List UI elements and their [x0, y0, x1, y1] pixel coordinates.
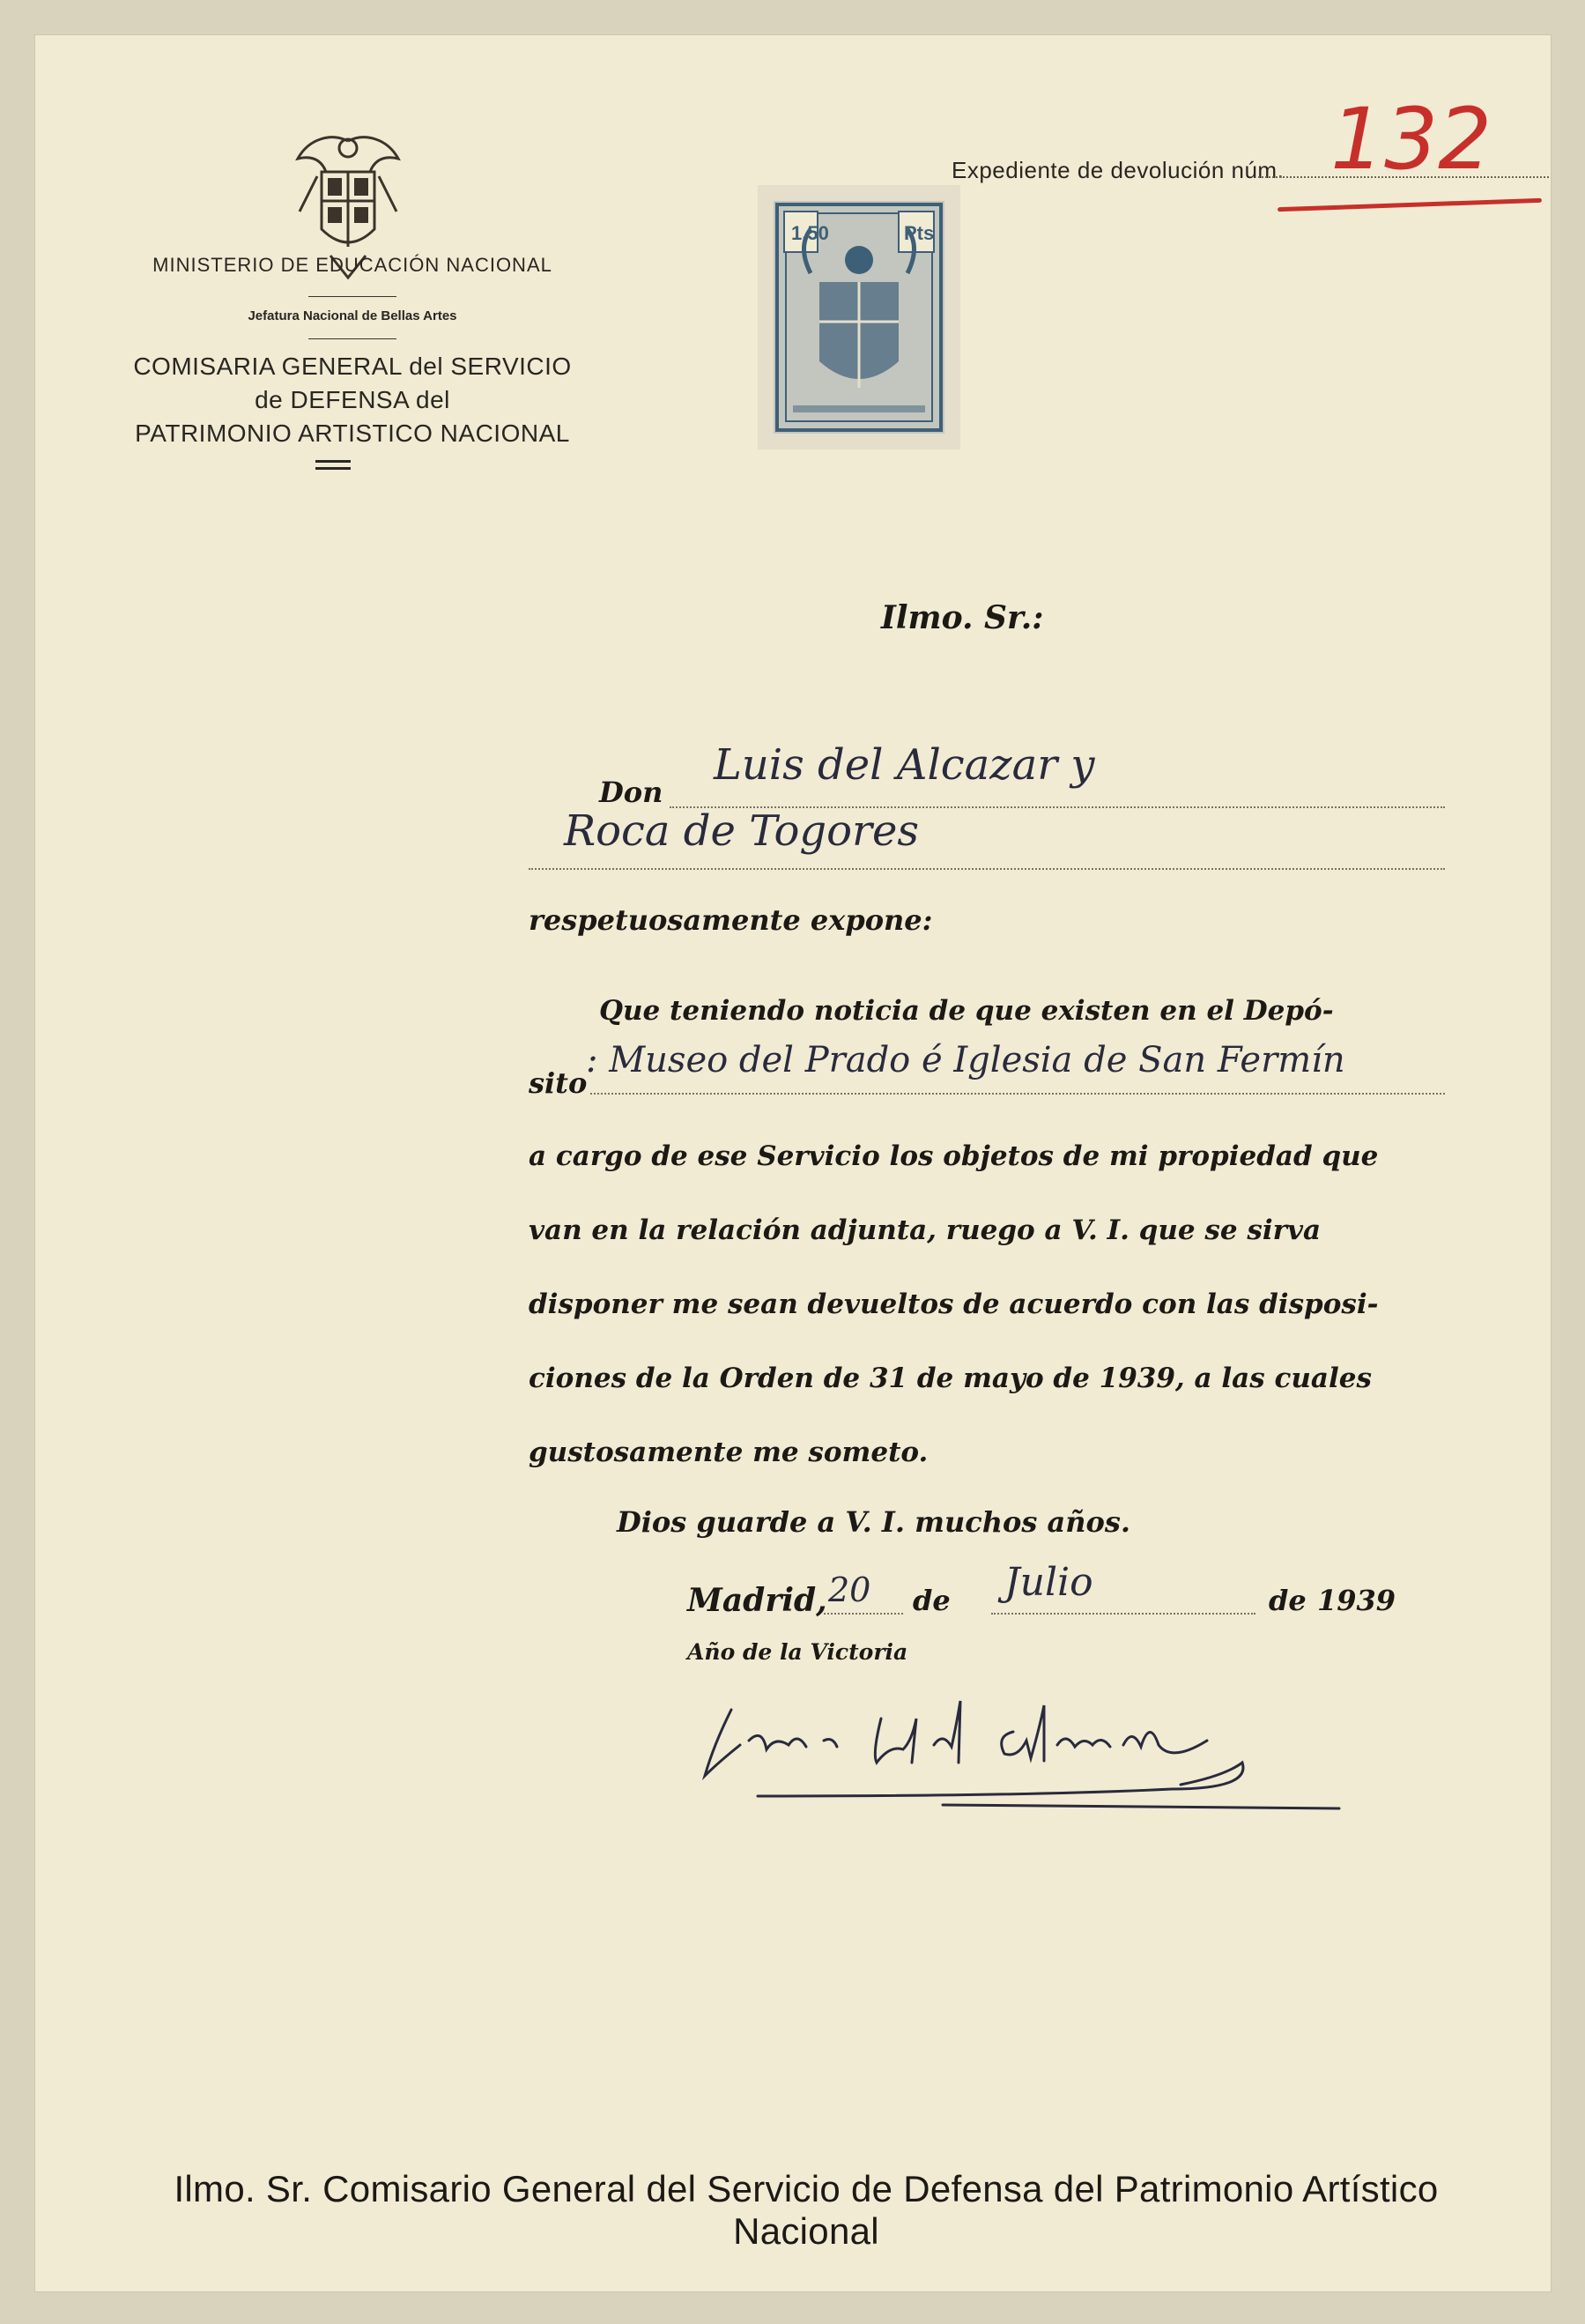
double-rule-top [315, 460, 351, 463]
date-motto: Año de la Victoria [687, 1639, 908, 1665]
expediente-number: 132 [1330, 90, 1492, 189]
divider [308, 296, 396, 297]
date-de-2: de [1269, 1584, 1307, 1617]
closing-line: Dios guarde a V. I. muchos años. [617, 1505, 1131, 1539]
body-line-2-prefix: sito [529, 1066, 588, 1100]
comisaria-line-3: PATRIMONIO ARTISTICO NACIONAL [135, 420, 570, 447]
body-line-4: van en la relación adjunta, ruego a V. I. que se sirva [529, 1214, 1322, 1246]
stamp-unit: Pts [904, 222, 935, 244]
comisaria-line-1: COMISARIA GENERAL del SERVICIO [133, 353, 572, 380]
body-line-5: disponer me sean devueltos de acuerdo con las disposi- [529, 1288, 1379, 1320]
date-de-1: de [913, 1584, 951, 1617]
date-year: 1939 [1317, 1584, 1396, 1617]
petitioner-prefix: Don [599, 776, 663, 809]
signature-icon [678, 1692, 1366, 1815]
stamp-value: 1.50 [791, 222, 829, 244]
date-day-dotted-line [824, 1613, 903, 1615]
date-day: 20 [828, 1570, 871, 1609]
petitioner-name-line-1: Luis del Alcazar y [714, 740, 1095, 790]
ministry-name: MINISTERIO DE EDUCACIÓN NACIONAL [152, 254, 552, 276]
jefatura-name: Jefatura Nacional de Bellas Artes [248, 308, 457, 323]
date-month-dotted-line [991, 1613, 1255, 1615]
addressee-footer: Ilmo. Sr. Comisario General del Servicio de Defensa del Patrimonio Artístico Nacional [174, 2168, 1439, 2252]
date-city: Madrid, [687, 1582, 827, 1619]
body-line-6: ciones de la Orden de 31 de mayo de 1939, a las cuales [529, 1362, 1372, 1394]
body-line-1: Que teniendo noticia de que existen en el Depó- [599, 995, 1334, 1027]
revenue-stamp [758, 185, 960, 449]
deposito-handwritten: : Museo del Prado é Iglesia de San Fermín [586, 1040, 1345, 1080]
deposito-dotted-line [590, 1093, 1445, 1095]
double-rule-bottom [315, 467, 351, 470]
expediente-underline [1278, 198, 1542, 212]
petitioner-name-line-2: Roca de Togores [564, 806, 919, 856]
divider [308, 338, 396, 339]
date-month: Julio [1004, 1560, 1093, 1605]
document-sheet [35, 35, 1551, 2291]
expone-line: respetuosamente expone: [529, 903, 933, 937]
body-line-3: a cargo de ese Servicio los objetos de mi propiedad que [529, 1140, 1379, 1172]
expediente-label: Expediente de devolución núm. [952, 157, 1285, 183]
salutation: Ilmo. Sr.: [881, 599, 1044, 636]
comisaria-line-2: de DEFENSA del [255, 386, 450, 413]
name-dotted-line-2 [529, 868, 1445, 870]
body-line-7: gustosamente me someto. [529, 1437, 929, 1468]
